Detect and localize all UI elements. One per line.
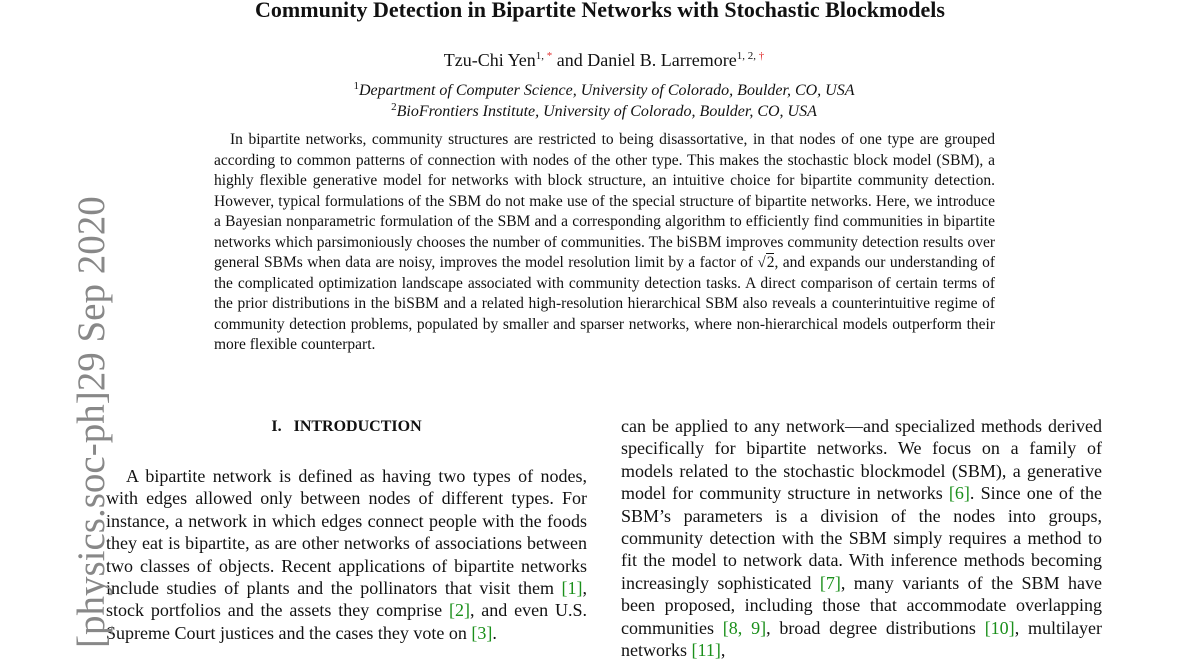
citation-link-1[interactable]: [1]	[561, 578, 583, 599]
author-2-affiliation-sup: 1, 2, †	[736, 50, 765, 62]
sqrt-symbol: √	[757, 255, 766, 271]
author-conjunction: and	[552, 50, 588, 70]
citation-link-11[interactable]: [11]	[691, 640, 721, 661]
sqrt-value: 2	[766, 254, 775, 271]
affiliation-2-sup: 2	[391, 101, 397, 113]
intro-paragraph-right: can be applied to any network—and specialized methods derived specifically for bipartite networks. We focus on a family of models related to the stochastic blockmodel (SBM), a generative model for community structure in networks [6]. Since one of the SBM’s parameters is a division of the nodes into groups, community detection with the SBM simply requires a method to fit the model to network data. With inference methods becoming increasingly sophisticated [7], many variants of the SBM have been proposed, including those that accommodate overlapping communities [8, 9], broad degree distributions [10], multilayer networks [11],	[621, 416, 1103, 661]
author-1-affiliation-sup: 1, *	[535, 50, 553, 62]
citation-link-2[interactable]: [2]	[448, 600, 470, 621]
arxiv-date: 29 Sep 2020	[70, 196, 113, 392]
left-column	[106, 465, 587, 644]
arxiv-category: [physics.soc-ph]	[70, 391, 113, 648]
paper-title: Community Detection in Bipartite Networks with Stochastic Blockmodels	[255, 0, 945, 22]
author-1-name: Tzu-Chi Yen	[443, 50, 536, 70]
citation-link-6[interactable]: [6]	[948, 483, 970, 504]
abstract-text-part1: In bipartite networks, community structures are restricted to being disassortative, in that nodes of one type are grouped according to common patterns of connection with nodes of the other type. This makes the stochastic block model (SBM), a highly flexible generative model for networks with block structure, an intuitive choice for bipartite community detection. However, typical formulations of the SBM do not make use of the special structure of bipartite networks. Here, we introduce a Bayesian nonparametric formulation of the SBM and a corresponding algorithm to efficiently find communities in bipartite networks which parsimoniously chooses the number of communities. The biSBM improves community detection results over general SBMs when data are noisy, improves the model resolution limit by a factor of	[214, 131, 995, 271]
intro-paragraph-1: A bipartite network is defined as having two types of nodes, with edges allowed only between nodes of different types. For instance, a network in which edges connect people with the foods they eat is bipartite, as are other networks of associations between two classes of objects. Recent applications of bipartite networks include studies of plants and the pollinators that visit them [1], stock portfolios and the assets they comprise [2], and even U.S. Supreme Court justices and the cases they vote on [3].	[106, 466, 588, 643]
author-line	[0, 44, 1200, 72]
sqrt-two-expression	[758, 254, 775, 271]
abstract-paragraph	[214, 130, 995, 356]
citation-link-8-9[interactable]: [8, 9]	[722, 617, 767, 638]
affiliation-2	[0, 97, 1200, 122]
section-heading-introduction: I. INTRODUCTION	[271, 418, 422, 435]
affiliation-1-sup: 1	[353, 80, 359, 92]
affiliation-1-text: Department of Computer Science, University of Colorado, Boulder, CO, USA	[359, 82, 855, 99]
corresponding-author-mark: *	[546, 50, 553, 62]
abstract-text-part2: , and expands our understanding of the complicated optimization landscape associated with community detection tasks. A direct comparison of certain terms of the prior distributions in the biSBM and a related high-resolution hierarchical SBM also reveals a counterintuitive regime of community detection problems, populated by smaller and sparser networks, where non-hierarchical models outperform their more flexible counterpart.	[214, 254, 996, 353]
citation-link-10[interactable]: [10]	[984, 617, 1015, 638]
author-2-name: Daniel B. Larremore	[587, 50, 737, 70]
citation-link-7[interactable]: [7]	[819, 572, 841, 593]
abstract	[214, 130, 995, 356]
author-2-footnote-mark: †	[758, 50, 765, 62]
right-column	[621, 415, 1102, 661]
arxiv-side-stamp	[70, 196, 113, 648]
affiliation-2-text: BioFrontiers Institute, University of Colorado, Boulder, CO, USA	[396, 103, 817, 120]
citation-link-3[interactable]: [3]	[471, 622, 493, 643]
